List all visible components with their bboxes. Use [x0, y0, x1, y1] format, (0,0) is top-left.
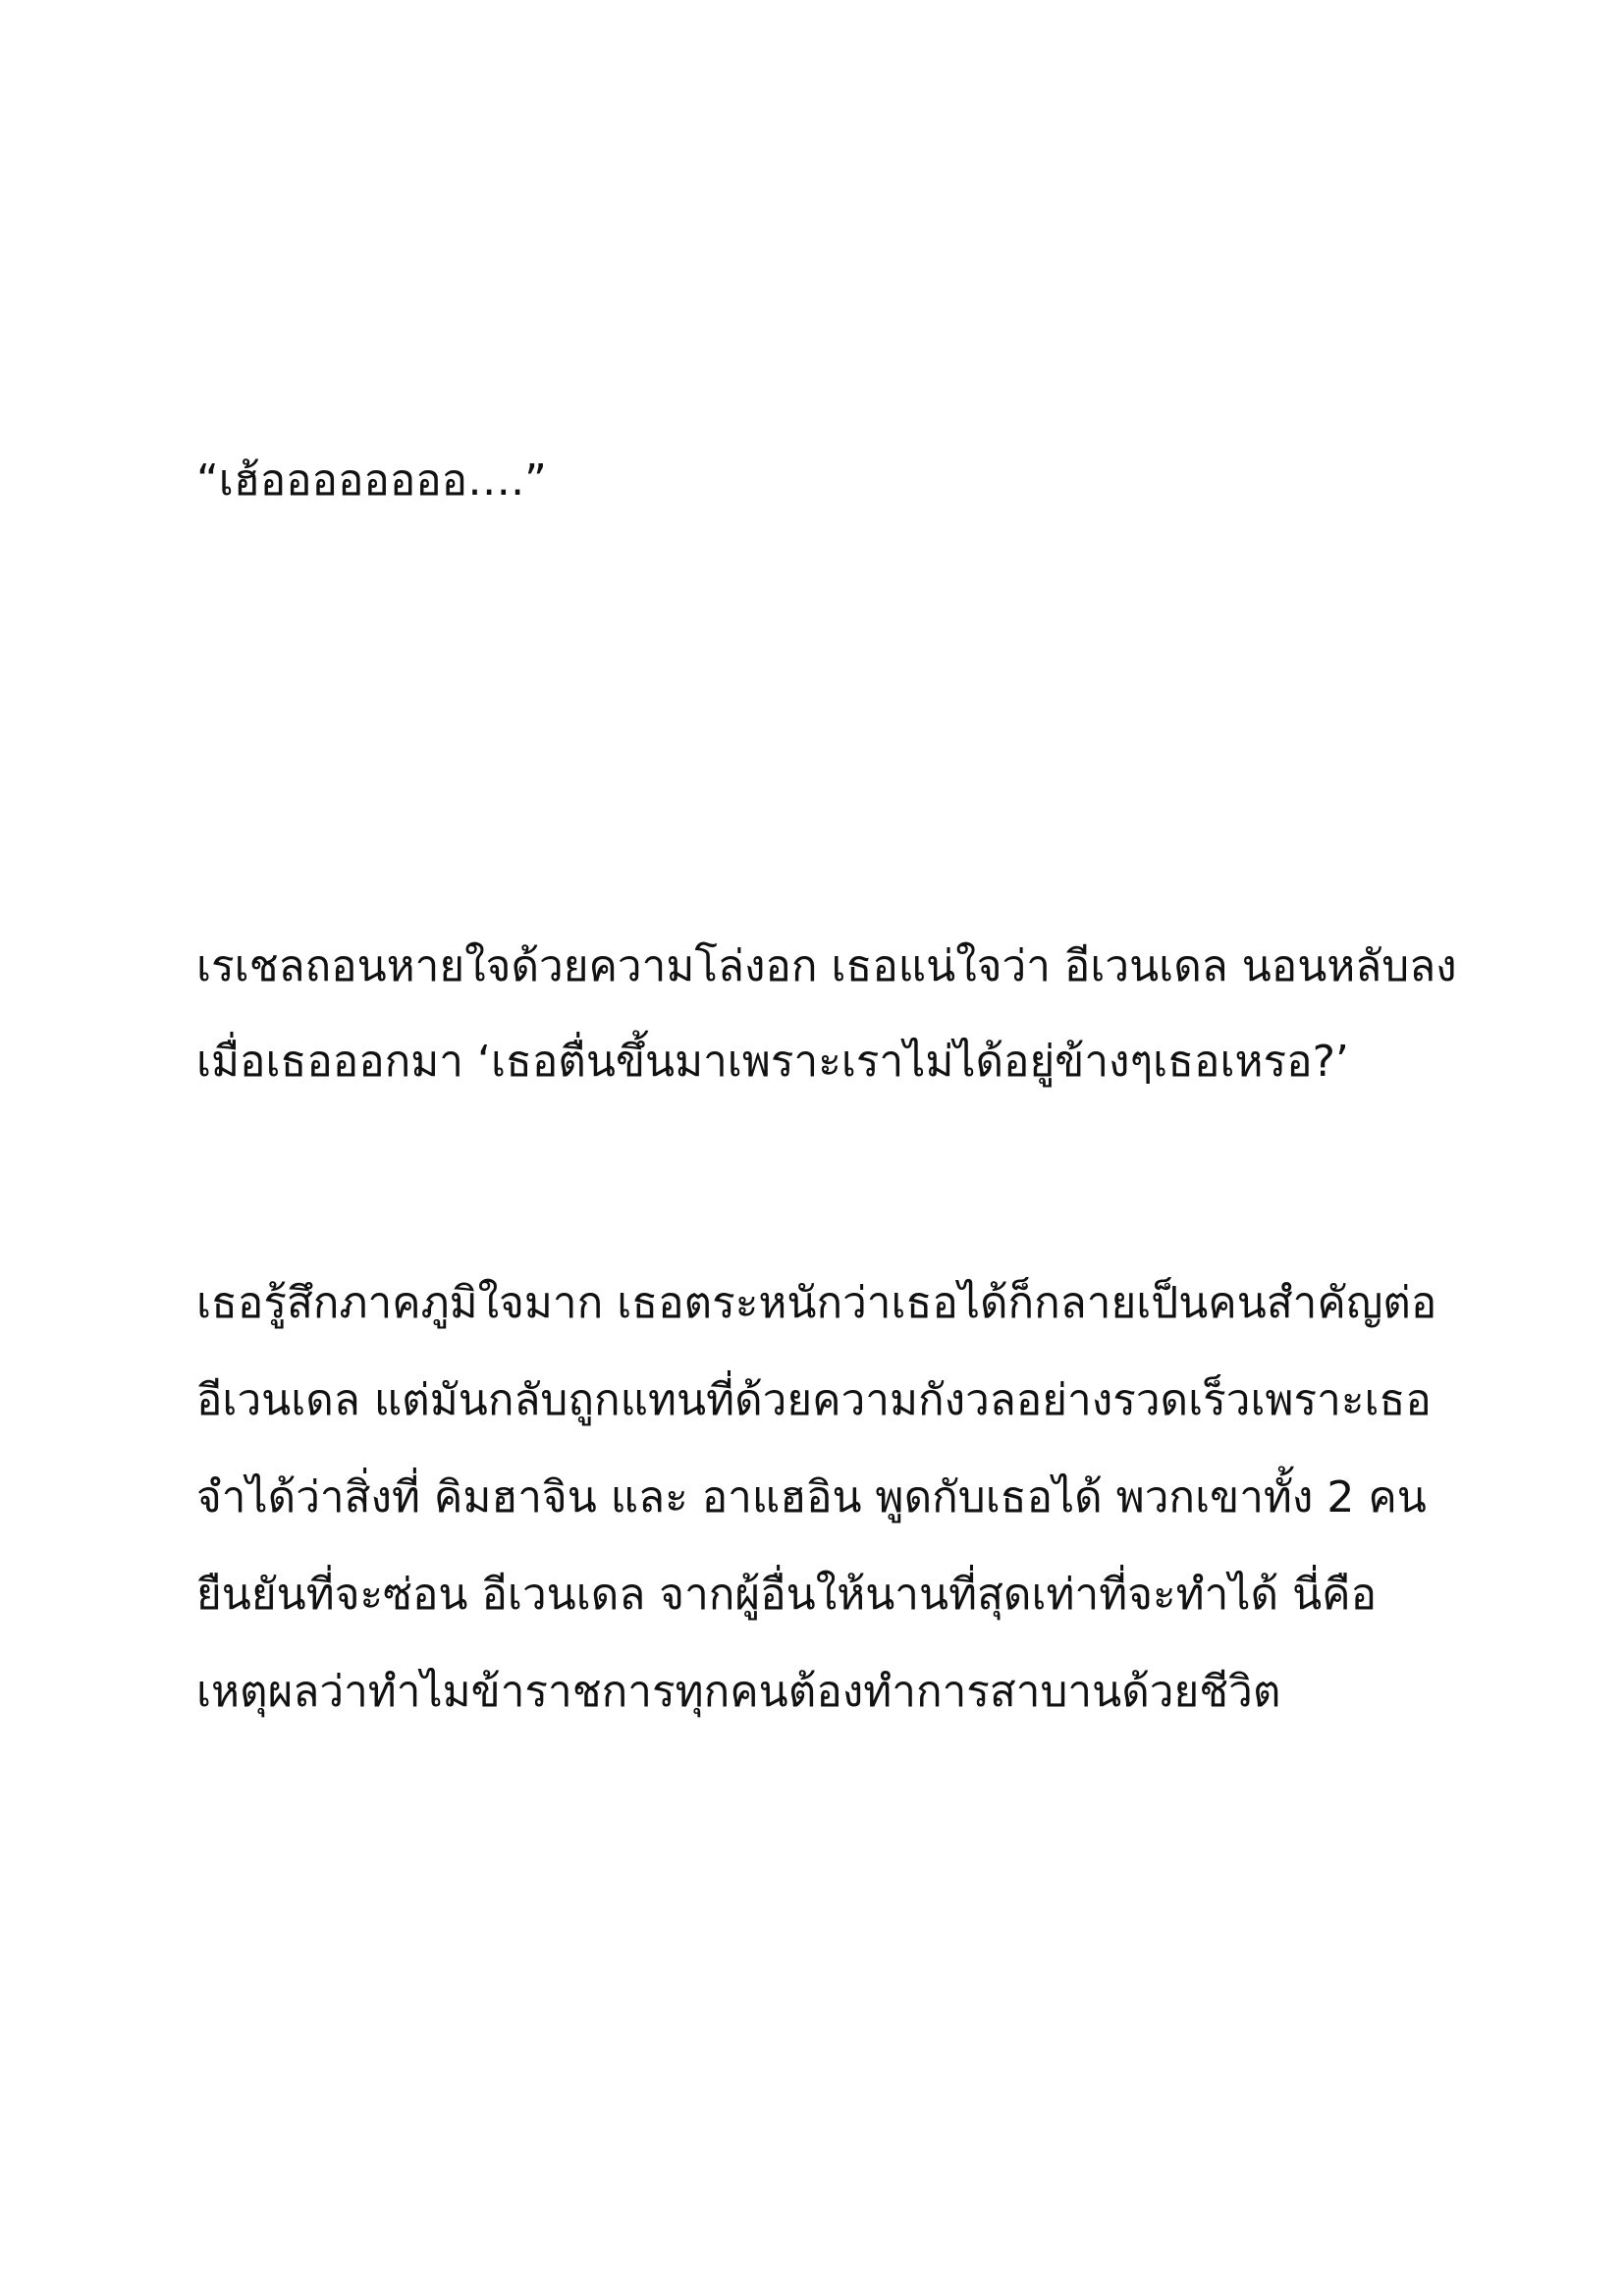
paragraph-2-line-2: อีเวนเดล แต่มันกลับถูกแทนที่ด้วยความกังวลอย่างรวดเร็วเพราะเธอ — [196, 1375, 1432, 1425]
paragraph-2-line-5: เหตุผลว่าทำไมข้าราชการทุกคนต้องทำการสาบานด้วยชีวิต — [196, 1667, 1281, 1717]
paragraph-1-line-1: เรเชลถอนหายใจด้วยความโล่งอก เธอแน่ใจว่า อีเวนเดล นอนหลับลง — [196, 941, 1457, 991]
paragraph-2-line-4: ยืนยันที่จะซ่อน อีเวนเดล จากผู้อื่นให้นานที่สุดเท่าที่จะทำได้ นี่คือ — [196, 1570, 1378, 1620]
paragraph-2-line-3: จำได้ว่าสิ่งที่ คิมฮาจิน และ อาแฮอิน พูดกับเธอได้ พวกเขาทั้ง 2 คน — [196, 1472, 1427, 1522]
paragraph-2-line-1: เธอรู้สึกภาคภูมิใจมาก เธอตระหนักว่าเธอได้ก็กลายเป็นคนสำคัญต่อ — [196, 1278, 1437, 1328]
quote-line: “เฮ้ออออออออ….” — [196, 455, 547, 506]
paragraph-1-line-2: เมื่อเธอออกมา ‘เธอตื่นขึ้นมาเพราะเราไม่ได้อยู่ข้างๆเธอเหรอ?’ — [196, 1037, 1349, 1087]
